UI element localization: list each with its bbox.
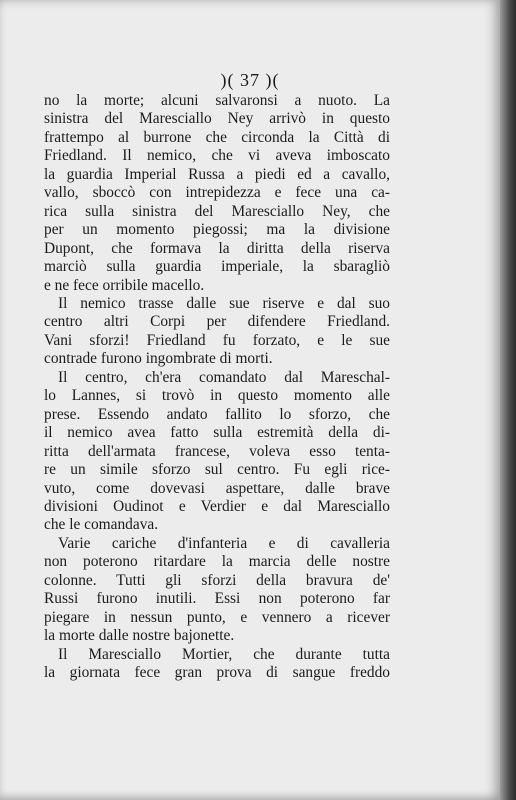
- text-line: non poterono ritardare la marcia delle nostre: [44, 553, 390, 571]
- page-edge-shadow: [500, 0, 516, 800]
- text-line: divisioni Oudinot e Verdier e dal Maresciallo: [44, 497, 390, 515]
- paragraph-end-line: che le comandava.: [44, 516, 159, 534]
- text-line: prese. Essendo andato fallito lo sforzo, che: [44, 405, 390, 423]
- page-number: )( 37 )(: [220, 70, 280, 90]
- text-line: vallo, sboccò con intrepidezza e fece una ca-: [44, 184, 390, 202]
- text-line: Russi furono inutili. Essi non poterono far: [44, 590, 390, 608]
- paragraph-end-line: e ne fece orribile macello.: [44, 276, 205, 294]
- text-line: Friedland. Il nemico, che vi aveva imboscato: [44, 147, 390, 165]
- text-line: la giornata fece gran prova di sangue freddo: [44, 664, 390, 682]
- text-line: ritta dell'armata francese, voleva esso tenta-: [44, 442, 390, 460]
- text-line: colonne. Tutti gli sforzi della bravura de': [44, 571, 390, 589]
- text-line: Dupont, che formava la diritta della riserva: [44, 239, 390, 257]
- paragraph-start-line: Il Maresciallo Mortier, che durante tutta: [58, 645, 390, 663]
- text-line: Vani sforzi! Friedland fu forzato, e le sue: [44, 331, 390, 349]
- text-line: per un momento piegossi; ma la divisione: [44, 221, 390, 239]
- text-line: marciò sulla guardia imperiale, la sbaragliò: [44, 258, 390, 276]
- body-text: [44, 92, 390, 683]
- text-line: la guardia Imperial Russa a piedi ed a cavallo,: [44, 165, 390, 183]
- text-line: no la morte; alcuni salvaronsi a nuoto. La: [44, 92, 390, 109]
- text-line: centro altri Corpi per difendere Friedland.: [44, 313, 390, 331]
- paragraph-start-line: Il centro, ch'era comandato dal Mareschal-: [58, 368, 390, 386]
- text-line: sinistra del Maresciallo Ney arrivò in questo: [44, 110, 390, 128]
- text-line: piegare in nessun punto, e vennero a ricever: [44, 608, 390, 626]
- paragraph-start-line: Varie cariche d'infanteria e di cavalleria: [58, 534, 390, 552]
- text-line: frattempo al burrone che circonda la Città di: [44, 128, 390, 146]
- text-line: il nemico avea fatto sulla estremità della di-: [44, 424, 390, 442]
- text-line: re un simile sforzo sul centro. Fu egli rice-: [44, 461, 390, 479]
- text-line: rica sulla sinistra del Maresciallo Ney, che: [44, 202, 390, 220]
- paragraph-end-line: la morte dalle nostre bajonette.: [44, 627, 235, 645]
- text-line: vuto, come dovevasi aspettare, dalle brave: [44, 479, 390, 497]
- paragraph-start-line: Il nemico trasse dalle sue riserve e dal suo: [58, 294, 390, 312]
- text-line: lo Lannes, si trovò in questo momento alle: [44, 387, 390, 405]
- paragraph-end-line: contrade furono ingombrate di morti.: [44, 350, 273, 368]
